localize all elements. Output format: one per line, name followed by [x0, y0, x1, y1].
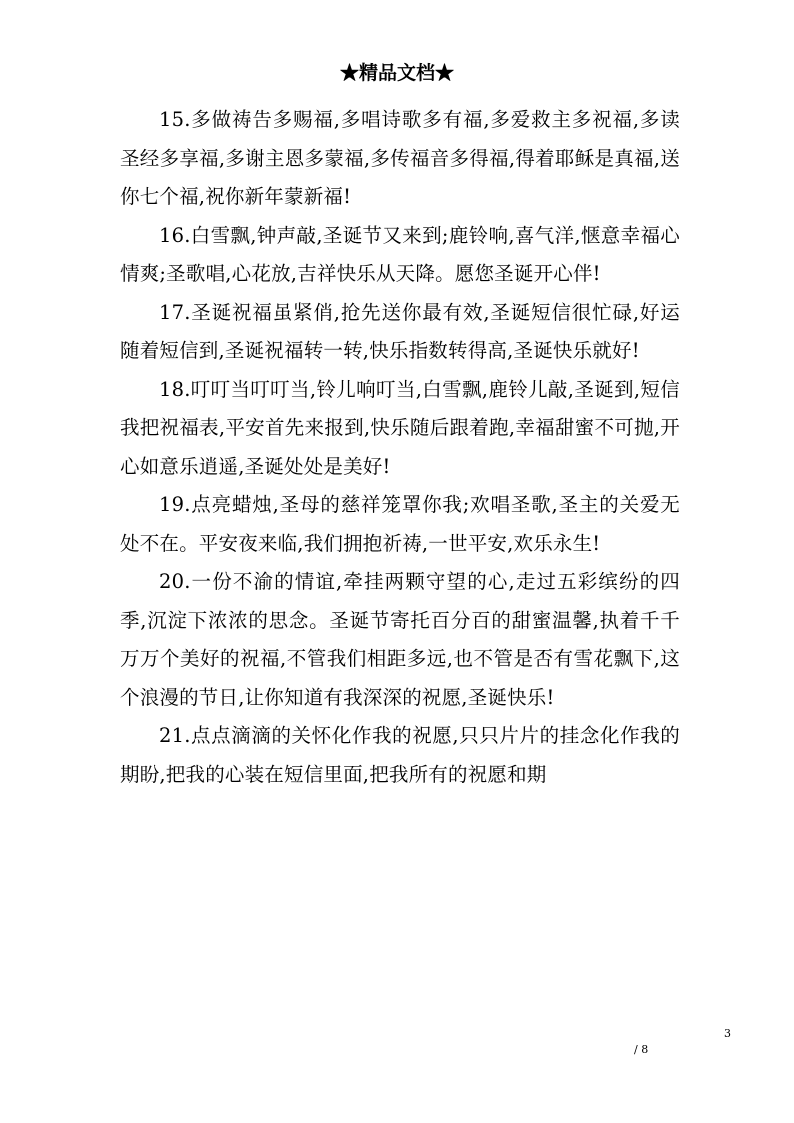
paragraph-21: 21.点点滴滴的关怀化作我的祝愿,只只片片的挂念化作我的期盼,把我的心装在短信里面,把我所有的祝愿和期 — [120, 724, 680, 786]
page-total: / 8 — [634, 1043, 649, 1056]
paragraph-17: 17.圣诞祝福虽紧俏,抢先送你最有效,圣诞短信很忙碌,好运随着短信到,圣诞祝福转一转,快乐指数转得高,圣诞快乐就好! — [120, 300, 680, 362]
paragraph-18: 18.叮叮当叮叮当,铃儿响叮当,白雪飘,鹿铃儿敲,圣诞到,短信我把祝福表,平安首先来报到,快乐随后跟着跑,幸福甜蜜不可抛,开心如意乐逍遥,圣诞处处是美好! — [120, 377, 680, 478]
page-number: 3 — [724, 1027, 731, 1040]
paragraph-20: 20.一份不渝的情谊,牵挂两颗守望的心,走过五彩缤纷的四季,沉淀下浓浓的思念。圣诞节寄托百分百的甜蜜温馨,执着千千万万个美好的祝福,不管我们相距多远,也不管是否有雪花飘下,这个浪漫的节日,让你知道有我深深的祝愿,圣诞快乐! — [120, 570, 680, 709]
document-header-title: ★精品文档★ — [339, 62, 454, 84]
paragraph-19: 19.点亮蜡烛,圣母的慈祥笼罩你我;欢唱圣歌,圣主的关爱无处不在。平安夜来临,我们拥抱祈祷,一世平安,欢乐永生! — [120, 493, 680, 555]
paragraph-16: 16.白雪飘,钟声敲,圣诞节又来到;鹿铃响,喜气洋,惬意幸福心情爽;圣歌唱,心花放,吉祥快乐从天降。愿您圣诞开心伴! — [120, 223, 680, 285]
paragraph-15: 15.多做祷告多赐福,多唱诗歌多有福,多爱救主多祝福,多读圣经多享福,多谢主恩多蒙福,多传福音多得福,得着耶稣是真福,送你七个福,祝你新年蒙新福! — [120, 108, 680, 208]
document-body — [120, 101, 680, 794]
